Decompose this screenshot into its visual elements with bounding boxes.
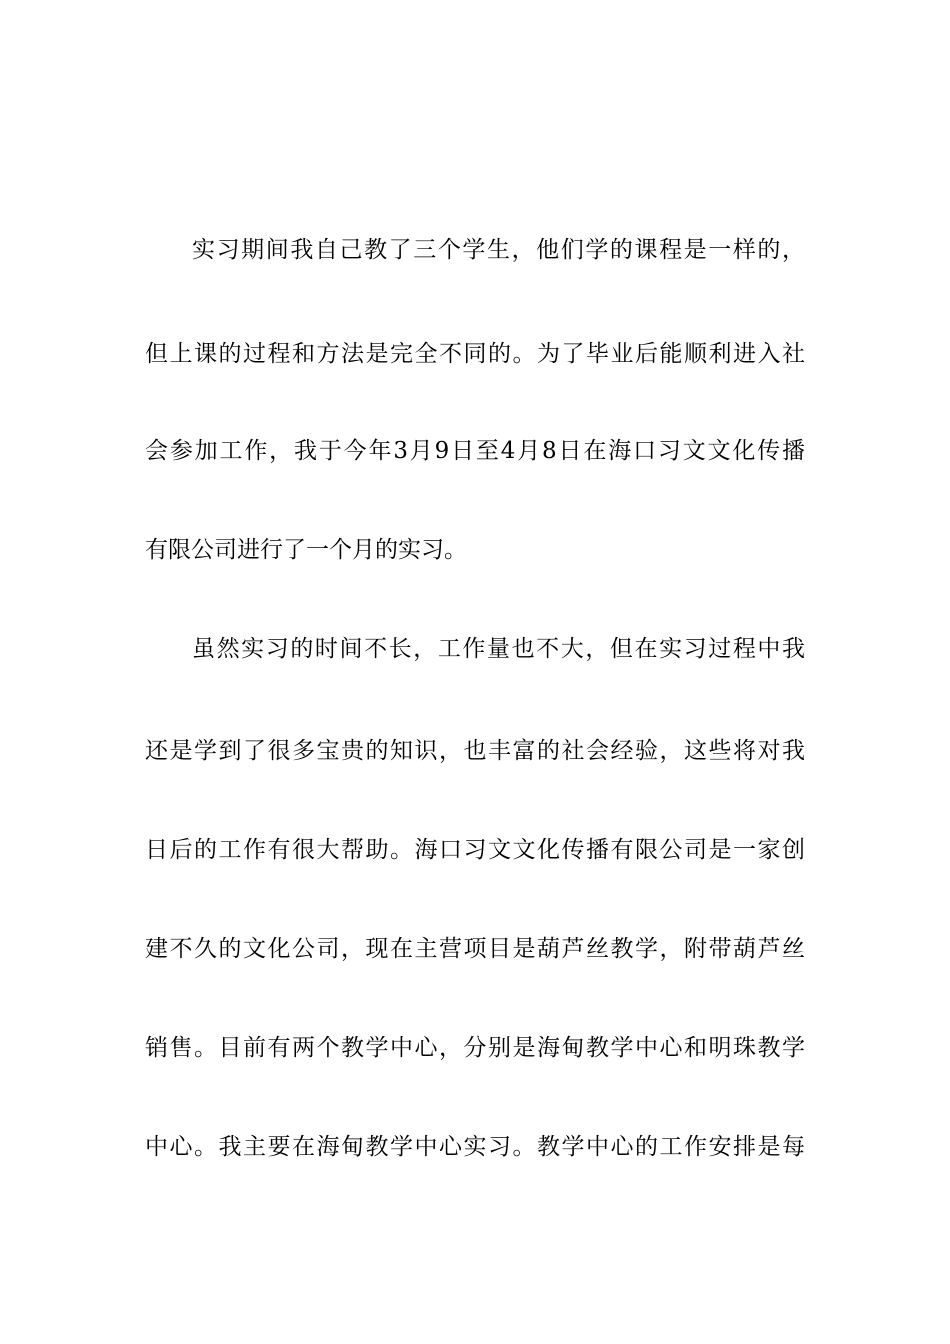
paragraph-2-line-1: 虽然实习的时间不长，工作量也不大，但在实习过程中我 <box>192 636 805 662</box>
paragraph-2-line-3: 日后的工作有很大帮助。海口习文文化传播有限公司是一家创 <box>145 837 805 863</box>
paragraph-1-line-2: 但上课的过程和方法是完全不同的。为了毕业后能顺利进入社 <box>145 341 805 367</box>
paragraph-2-line-6: 中心。我主要在海甸教学中心实习。教学中心的工作安排是每 <box>145 1134 805 1160</box>
paragraph-2-line-5: 销售。目前有两个教学中心，分别是海甸教学中心和明珠教学 <box>145 1035 805 1061</box>
paragraph-1-line-1: 实习期间我自己教了三个学生，他们学的课程是一样的， <box>192 237 805 263</box>
paragraph-2-line-4: 建不久的文化公司，现在主营项目是葫芦丝教学，附带葫芦丝 <box>145 936 805 962</box>
paragraph-2-line-2: 还是学到了很多宝贵的知识，也丰富的社会经验，这些将对我 <box>145 738 805 764</box>
paragraph-1-line-4: 有限公司进行了一个月的实习。 <box>145 537 467 563</box>
paragraph-1-line-3: 会参加工作，我于今年3月9日至4月8日在海口习文文化传播 <box>145 438 805 464</box>
